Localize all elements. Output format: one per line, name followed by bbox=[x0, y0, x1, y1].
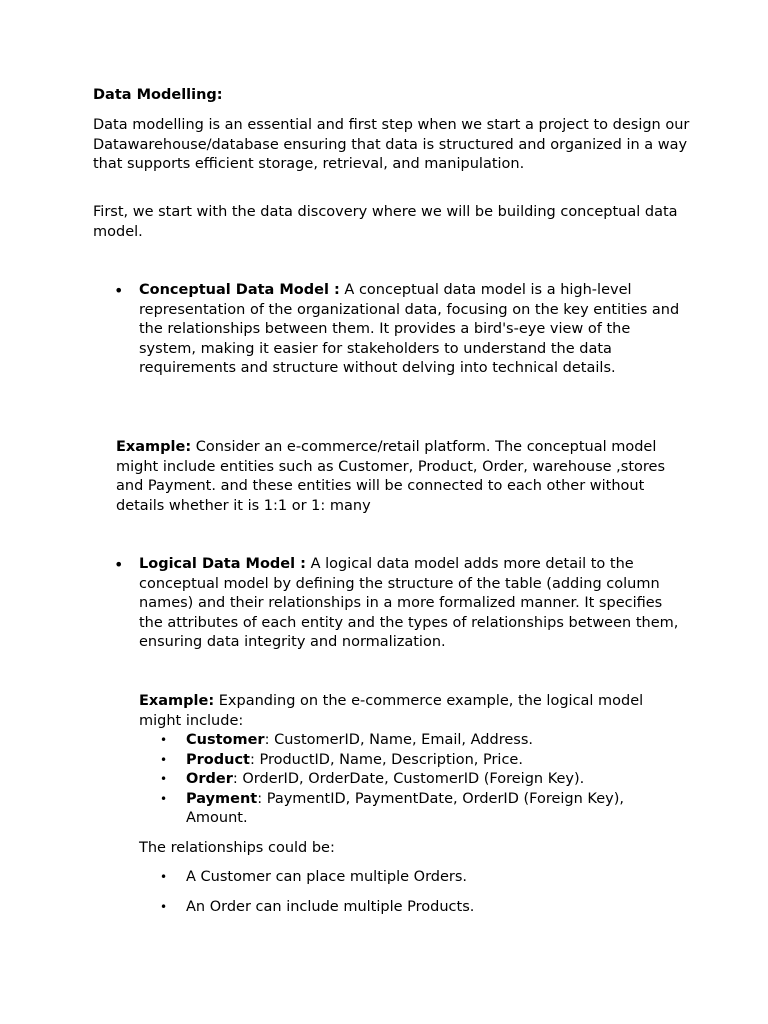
bullet-conceptual: • bbox=[114, 281, 124, 300]
list-item bbox=[160, 770, 680, 790]
relationship-text: An Order can include multiple Products. bbox=[186, 898, 475, 915]
relationships-intro: The relationships could be: bbox=[139, 840, 335, 856]
entity-name: Product bbox=[186, 751, 250, 768]
entity-attributes: : OrderID, OrderDate, CustomerID (Foreign Key). bbox=[232, 771, 585, 787]
bullet: • bbox=[160, 733, 168, 747]
relationship-text: A Customer can place multiple Orders. bbox=[186, 869, 468, 885]
intro-paragraph: Data modelling is an essential and first step when we start a project to design our Datawarehouse/database ensuring that data is structured and organized in a way that supports efficient storage, retrieval, and manipulation. bbox=[93, 117, 690, 172]
list-item bbox=[160, 751, 680, 771]
entity-attributes: : CustomerID, Name, Email, Address. bbox=[264, 732, 533, 748]
discovery-paragraph: First, we start with the data discovery where we will be building conceptual data model. bbox=[93, 204, 678, 240]
conceptual-model-description: A conceptual data model is a high-level representation of the organizational data, focusing on the key entities and the relationships between them. It provides a bird's-eye view of the system, making it easier for stakeholders to understand the data requirements and structure without delving into technical details. bbox=[139, 282, 680, 376]
entity-list bbox=[160, 731, 680, 829]
logical-example bbox=[139, 692, 679, 731]
example-label: Example: bbox=[139, 693, 215, 709]
logical-model-item bbox=[139, 555, 684, 653]
list-item bbox=[160, 868, 680, 888]
bullet: • bbox=[160, 752, 168, 767]
logical-model-term: Logical Data Model : bbox=[139, 556, 306, 572]
entity-name: Customer bbox=[186, 732, 265, 748]
list-item bbox=[160, 898, 680, 918]
example-text: Consider an e-commerce/retail platform. The conceptual model might include entities such as Customer, Product, Order, warehouse ,stores and Payment. and these entities will be connected to each other without details whether it is 1:1 or 1: many bbox=[116, 439, 666, 514]
list-item bbox=[160, 790, 680, 829]
example-label: Example: bbox=[116, 439, 192, 455]
example-text: Expanding on the e-commerce example, the logical model might include: bbox=[139, 693, 644, 729]
list-item bbox=[160, 731, 680, 751]
bullet: • bbox=[160, 870, 168, 884]
bullet: • bbox=[160, 791, 168, 806]
entity-name: Order bbox=[186, 771, 233, 787]
logical-model-description: A logical data model adds more detail to the conceptual model by defining the structure of the table (adding column names) and their relationships in a more formalized manner. It specifies the attributes of each entity and the types of relationships between them, ensuring data integrity and normalization. bbox=[139, 556, 679, 650]
entity-attributes: : PaymentID, PaymentDate, OrderID (Foreign Key), Amount. bbox=[186, 790, 624, 826]
bullet-logical: • bbox=[114, 555, 124, 574]
conceptual-example bbox=[116, 438, 686, 516]
relationship-list bbox=[160, 868, 680, 927]
bullet: • bbox=[160, 772, 168, 786]
page-title: Data Modelling: bbox=[93, 87, 223, 103]
entity-attributes: : ProductID, Name, Description, Price. bbox=[249, 751, 523, 768]
conceptual-model-term: Conceptual Data Model : bbox=[139, 282, 340, 298]
conceptual-model-item bbox=[139, 281, 684, 379]
entity-name: Payment bbox=[186, 790, 258, 807]
bullet: • bbox=[160, 899, 168, 914]
